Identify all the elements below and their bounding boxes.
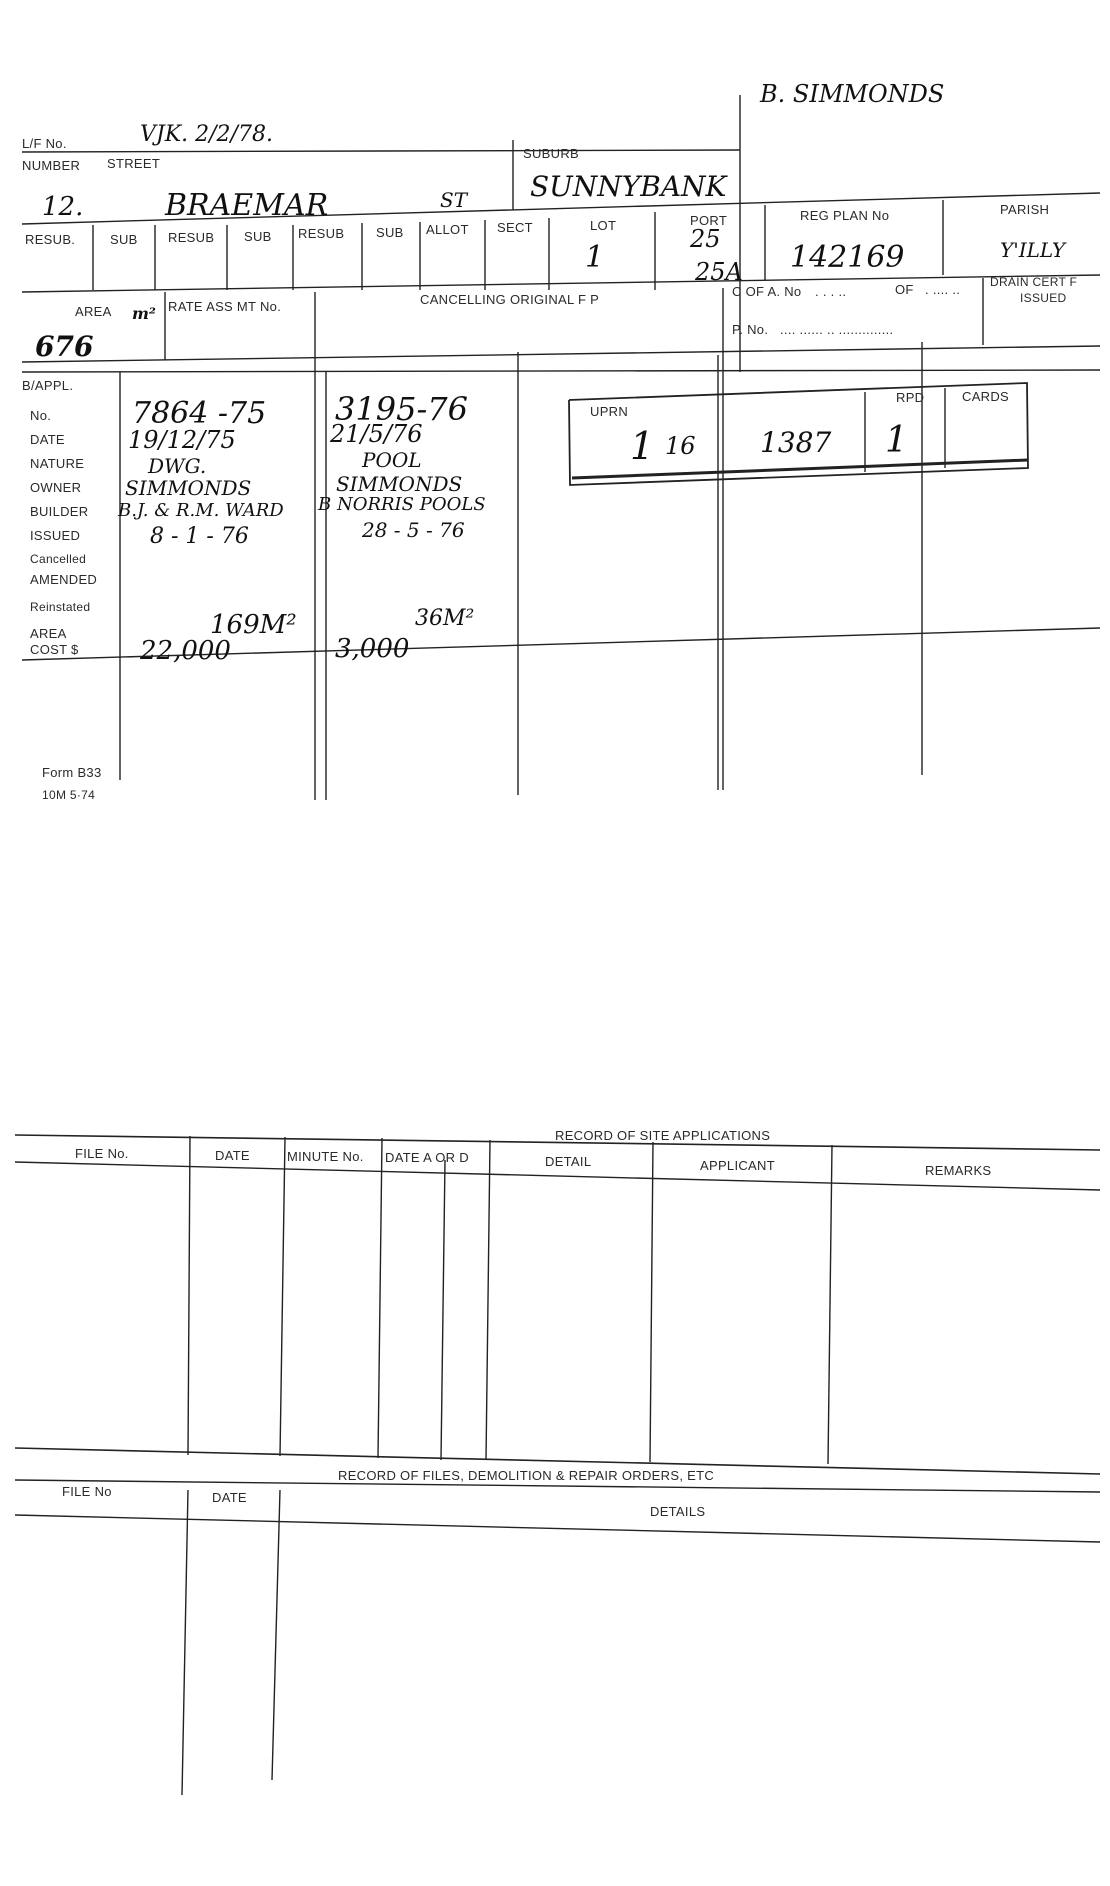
- site-col-detail: DETAIL: [545, 1154, 592, 1169]
- form-number: Form B33: [42, 765, 102, 780]
- suburb-label: SUBURB: [523, 146, 579, 161]
- bappl-col1-no: 7864 -75: [132, 396, 267, 431]
- street-value: BRAEMAR: [165, 188, 329, 223]
- drain-issued-label: ISSUED: [1020, 291, 1067, 305]
- street-suffix: ST: [440, 188, 468, 212]
- site-col-date: DATE: [215, 1148, 250, 1163]
- cancelling-original-label: CANCELLING ORIGINAL F P: [420, 292, 600, 307]
- parish-value: Y'ILLY: [1000, 238, 1066, 262]
- site-col-date-a-or-d: DATE A OR D: [385, 1150, 469, 1165]
- bappl-col2-area: 36M²: [415, 606, 475, 631]
- sub-label-3: SUB: [376, 225, 404, 240]
- site-col-minute-no: MINUTE No.: [287, 1149, 364, 1164]
- of-dots: . .... ..: [925, 282, 961, 297]
- bappl-col2-builder: B NORRIS POOLS: [318, 494, 486, 515]
- bappl-col2-no: 3195-76: [335, 390, 468, 428]
- resub-label-2: RESUB: [168, 230, 215, 245]
- resub-label-3: RESUB: [298, 226, 345, 241]
- bappl-label-builder: BUILDER: [30, 504, 89, 519]
- owner-name: B. SIMMONDS: [760, 80, 945, 108]
- area-value: 676: [35, 330, 94, 363]
- bappl-label-nature: NATURE: [30, 456, 85, 471]
- bappl-label-area: AREA: [30, 626, 67, 641]
- sect-label: SECT: [497, 220, 533, 235]
- lf-value: VJK. 2/2/78.: [140, 122, 273, 147]
- bappl-col1-owner: SIMMONDS: [125, 476, 252, 500]
- drain-cert-label: DRAIN CERT F: [990, 275, 1078, 289]
- rate-assessment-label: RATE ASS MT No.: [168, 299, 282, 314]
- bappl-col2-nature: POOL: [362, 448, 422, 472]
- pno-dots: .... ...... .. ..............: [780, 322, 894, 337]
- resub-label-1: RESUB.: [25, 232, 76, 247]
- parish-label: PARISH: [1000, 202, 1050, 217]
- site-col-remarks: REMARKS: [925, 1163, 992, 1178]
- files-col-details: DETAILS: [650, 1504, 706, 1519]
- reg-plan-label: REG PLAN No: [800, 208, 890, 223]
- bappl-label-owner: OWNER: [30, 480, 82, 495]
- bappl-col1-issued: 8 - 1 - 76: [150, 524, 249, 549]
- lf-label: L/F No.: [22, 136, 67, 151]
- uprn-value-3: 1387: [760, 426, 832, 459]
- cofa-dots: . . . ..: [815, 284, 847, 299]
- site-col-applicant: APPLICANT: [700, 1158, 775, 1173]
- bappl-col1-nature: DWG.: [148, 454, 207, 478]
- area-label: AREA: [75, 304, 112, 319]
- bappl-col1-date: 19/12/75: [128, 426, 236, 454]
- suburb-value: SUNNYBANK: [530, 170, 727, 203]
- allot-label: ALLOT: [426, 222, 469, 237]
- bappl-col1-area: 169M²: [210, 610, 297, 640]
- lot-value: 1: [585, 240, 605, 275]
- uprn-value-1: 1: [630, 424, 655, 468]
- bappl-label-cost: COST $: [30, 642, 79, 657]
- bappl-col1-builder: B.J. & R.M. WARD: [118, 500, 284, 521]
- bappl-label-issued: ISSUED: [30, 528, 81, 543]
- bappl-label-date: DATE: [30, 432, 65, 447]
- files-orders-title: RECORD OF FILES, DEMOLITION & REPAIR ORDERS, ETC: [338, 1468, 715, 1483]
- bappl-header: B/APPL.: [22, 378, 74, 393]
- of-label: OF: [895, 282, 914, 297]
- port-value-2: 25A: [695, 258, 743, 286]
- rpd-label: RPD: [896, 390, 925, 405]
- bappl-label-reinstated: Reinstated: [30, 600, 91, 614]
- rpd-value: 1: [885, 420, 908, 461]
- bappl-col2-cost: 3,000: [335, 634, 410, 664]
- site-col-file-no: FILE No.: [75, 1146, 129, 1161]
- area-unit: m²: [132, 304, 156, 323]
- pno-label: P. No.: [732, 322, 769, 337]
- bappl-col1-cost: 22,000: [140, 636, 231, 666]
- port-label: PORT: [690, 213, 728, 228]
- uprn-label: UPRN: [590, 404, 629, 419]
- site-applications-title: RECORD OF SITE APPLICATIONS: [555, 1128, 771, 1143]
- bappl-col2-issued: 28 - 5 - 76: [362, 518, 465, 542]
- bappl-col2-date: 21/5/76: [330, 420, 423, 448]
- lot-label: LOT: [590, 218, 617, 233]
- bappl-col2-owner: SIMMONDS: [336, 472, 463, 496]
- files-col-date: DATE: [212, 1490, 247, 1505]
- uprn-value-2: 16: [665, 432, 696, 460]
- form-code: 10M 5·74: [42, 788, 96, 802]
- files-col-file-no: FILE No: [62, 1484, 112, 1499]
- sub-label-1: SUB: [110, 232, 138, 247]
- port-value-1: 25: [690, 225, 721, 253]
- bappl-label-cancelled: Cancelled: [30, 552, 87, 566]
- street-label: STREET: [107, 156, 161, 171]
- sub-label-2: SUB: [244, 229, 272, 244]
- bappl-label-amended: AMENDED: [30, 572, 98, 587]
- number-label: NUMBER: [22, 158, 81, 173]
- number-value: 12.: [42, 192, 84, 222]
- reg-plan-value: 142169: [790, 240, 905, 275]
- bappl-label-no: No.: [30, 408, 52, 423]
- cofa-label: C OF A. No: [732, 284, 802, 299]
- cards-label: CARDS: [962, 389, 1010, 404]
